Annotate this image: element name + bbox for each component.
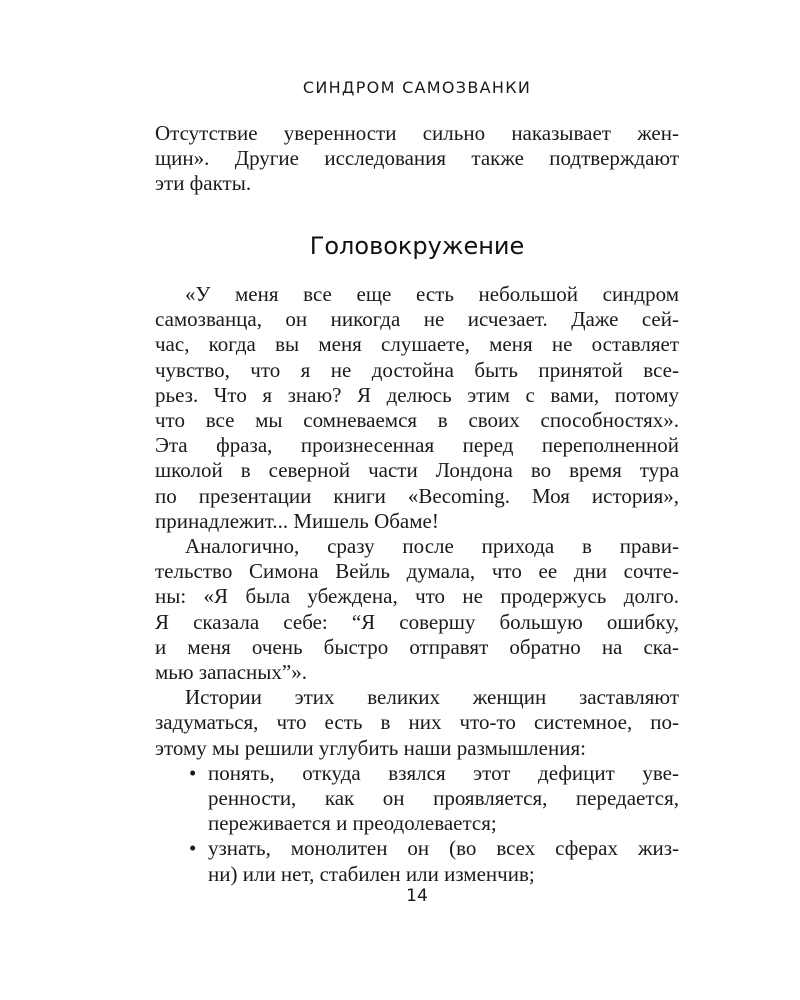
text-line: час, когда вы меня слушаете, меня не оставляет: [155, 332, 679, 357]
text-line: щин». Другие исследования также подтверждают: [155, 146, 679, 171]
text-line: рьез. Что я знаю? Я делюсь этим с вами, потому: [155, 382, 679, 407]
text-line: самозванца, он никогда не исчезает. Даже сей-: [155, 307, 679, 332]
text-line: переживается и преодолевается;: [208, 811, 497, 836]
text-line: ренности, как он проявляется, передается,: [208, 786, 679, 811]
text-line: по презентации книги «Becoming. Моя история»,: [155, 483, 679, 508]
text-line: задуматься, что есть в них что-то системное, по-: [155, 710, 679, 735]
intro-paragraph: [155, 121, 679, 197]
text-line: понять, откуда взялся этот дефицит уве-: [208, 760, 679, 785]
bullet-marker: •: [189, 760, 197, 785]
section-heading: Головокружение: [309, 232, 525, 260]
text-line: мью запасных”».: [155, 660, 307, 685]
text-line: что все мы сомневаемся в своих способностях».: [155, 408, 679, 433]
paragraph-quote-obama: [155, 282, 679, 534]
text-line: узнать, монолитен он (во всех сферах жиз-: [208, 836, 679, 861]
text-line: ни) или нет, стабилен или изменчив;: [208, 861, 535, 886]
text-line: и меня очень быстро отправят обратно на ска-: [155, 634, 679, 659]
book-page: [155, 0, 679, 1000]
paragraph-veil: [155, 534, 679, 685]
text-line: Отсутствие уверенности сильно наказывает жен-: [155, 121, 679, 145]
text-line: тельство Симона Вейль думала, что ее дни сочте-: [155, 559, 679, 584]
text-line: Я сказала себе: “Я совершу большую ошибку,: [155, 609, 679, 634]
text-line: Эта фраза, произнесенная перед переполненной: [155, 433, 679, 458]
bullet-item: [155, 761, 679, 837]
text-line: этому мы решили углубить наши размышления:: [155, 735, 586, 760]
paragraph-stories: [155, 685, 679, 761]
text-line: Аналогично, сразу после прихода в прави-: [185, 534, 679, 559]
main-text: [155, 282, 679, 887]
running-head: СИНДРОМ САМОЗВАНКИ: [302, 78, 532, 97]
text-line: эти факты.: [155, 171, 252, 196]
text-line: школой в северной части Лондона во время тура: [155, 458, 679, 483]
text-line: чувство, что я не достойна быть принятой все-: [155, 357, 679, 382]
bullet-marker: •: [189, 836, 197, 861]
page-number: 14: [406, 886, 428, 906]
text-line: ны: «Я была убеждена, что не продержусь долго.: [155, 584, 679, 609]
bullet-item: [155, 836, 679, 886]
text-line: «У меня все еще есть небольшой синдром: [185, 282, 679, 306]
text-line: Истории этих великих женщин заставляют: [185, 685, 679, 710]
text-line: принадлежит... Мишель Обаме!: [155, 508, 439, 533]
